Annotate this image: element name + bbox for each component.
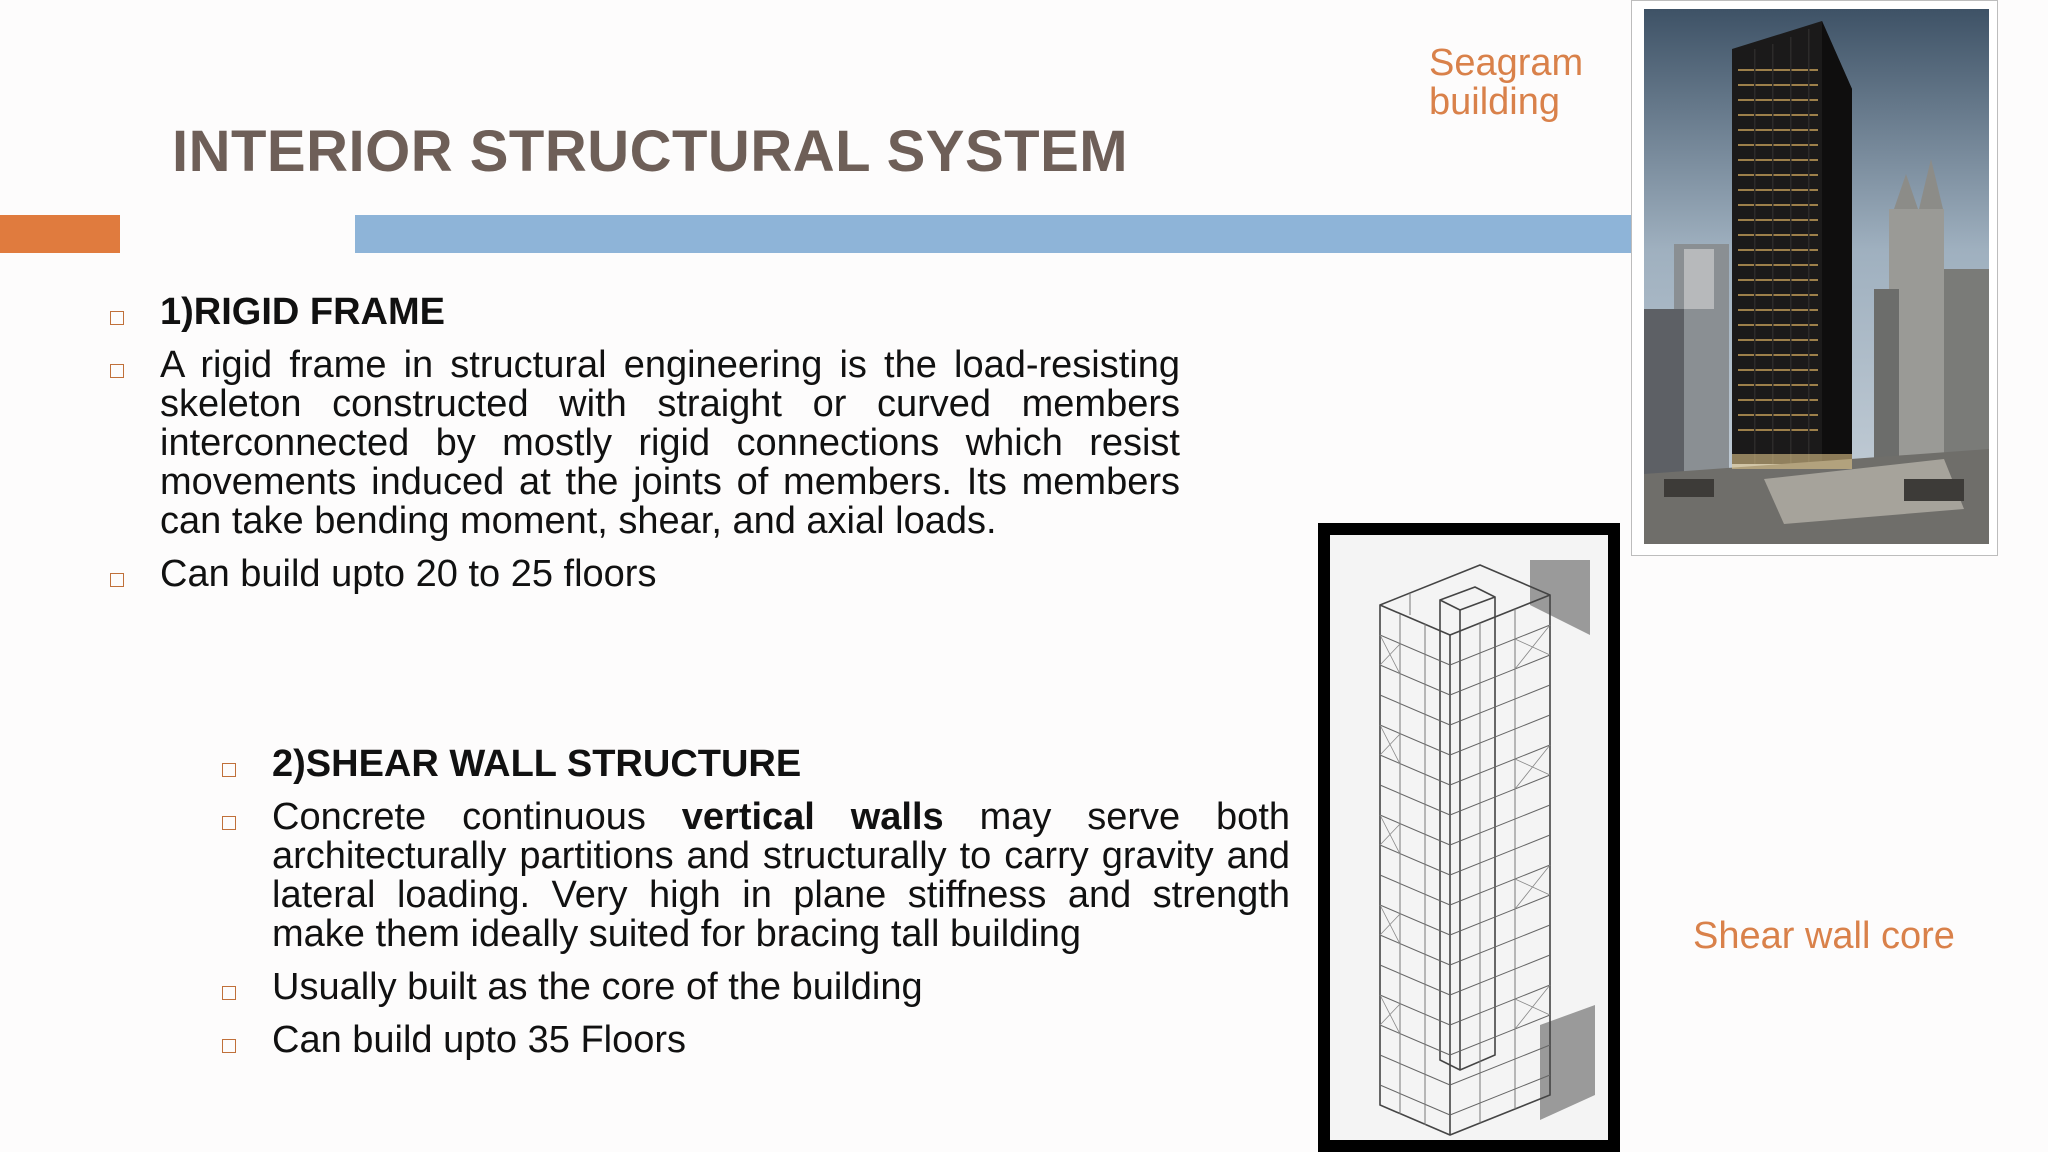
photo-caption: Seagram building — [1429, 42, 1584, 123]
core-wireframe-image — [1330, 535, 1608, 1140]
square-bullet-icon — [222, 763, 236, 777]
slide-title: INTERIOR STRUCTURAL SYSTEM — [172, 119, 1129, 184]
seagram-building-photo — [1631, 0, 1998, 556]
accent-bar-blue — [355, 215, 1635, 253]
square-bullet-icon — [110, 364, 124, 378]
square-bullet-icon — [222, 1039, 236, 1053]
shear-wall-heading: 2)SHEAR WALL STRUCTURE — [272, 743, 802, 785]
square-bullet-icon — [222, 816, 236, 830]
list-item — [272, 745, 1290, 784]
accent-bar-orange — [0, 215, 120, 253]
square-bullet-icon — [110, 573, 124, 587]
definition-text-start: Concrete continuous — [272, 796, 682, 838]
rigid-frame-definition: A rigid frame in structural engineering is the load-resisting skeleton constructed with straight or curved members interconnected by mostly rigid connections which resist movements induced at the joints of members. Its members can take bending moment, shear, and axial loads. — [160, 344, 1180, 542]
shear-wall-core-note: Usually built as the core of the building — [272, 966, 923, 1008]
rigid-frame-heading: 1)RIGID FRAME — [160, 291, 445, 333]
list-item — [272, 798, 1290, 954]
shear-wall-core-diagram — [1318, 523, 1620, 1152]
shear-wall-definition — [272, 796, 1290, 955]
skyscraper-image — [1644, 9, 1989, 544]
definition-text-end: may serve both architecturally partitions and structurally to carry gravity and lateral loading. Very high in plane stiffness and strength make them ideally suited for bracing tall building — [272, 796, 1291, 955]
square-bullet-icon — [110, 311, 124, 325]
list-item — [160, 346, 1180, 541]
diagram-caption: Shear wall core — [1693, 915, 1955, 957]
rigid-frame-capacity: Can build upto 20 to 25 floors — [160, 553, 657, 595]
list-item — [272, 968, 1290, 1007]
definition-bold-text: vertical walls — [681, 796, 944, 838]
list-item — [160, 555, 1180, 594]
rigid-frame-list — [160, 293, 1180, 608]
shear-wall-capacity: Can build upto 35 Floors — [272, 1019, 687, 1061]
list-item — [272, 1021, 1290, 1060]
list-item — [160, 293, 1180, 332]
shear-wall-list — [272, 745, 1290, 1074]
square-bullet-icon — [222, 986, 236, 1000]
